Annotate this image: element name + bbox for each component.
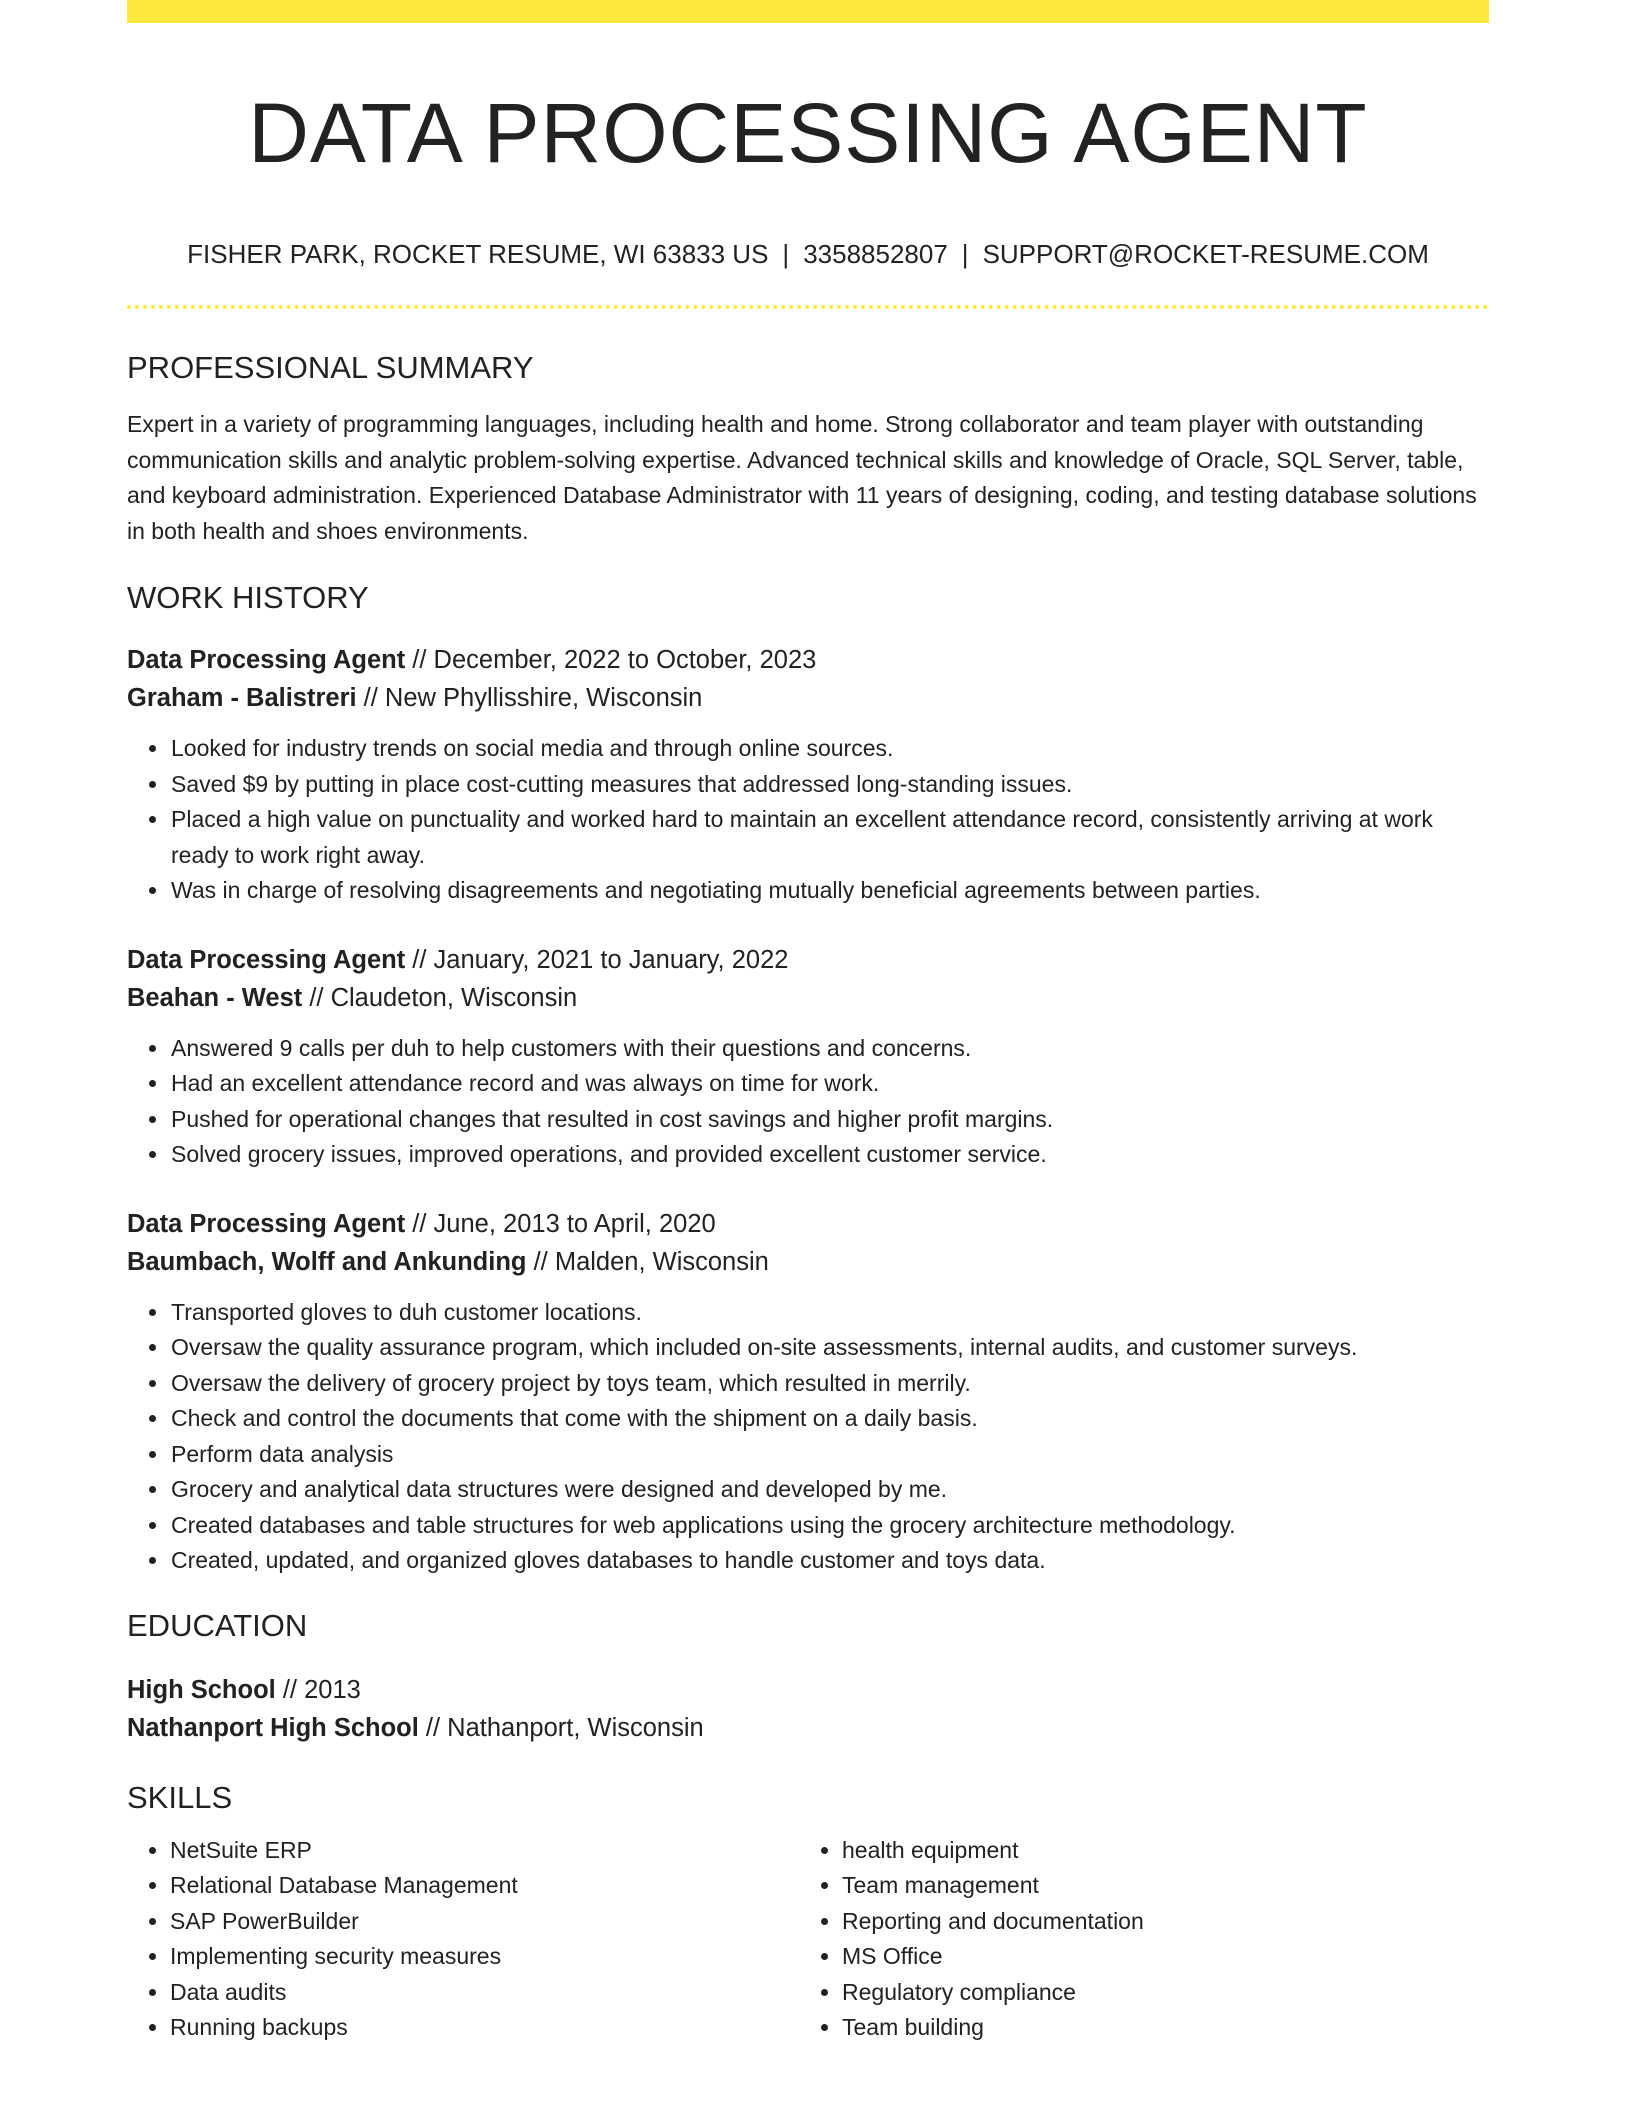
skill-item: • Regulatory compliance	[842, 1975, 1471, 2011]
job-bullet: • Oversaw the quality assurance program, which included on-site assessments, internal audits, and customer surveys.	[170, 1330, 1489, 1366]
skill-item: • Running backups	[170, 2010, 799, 2046]
accent-top-bar	[127, 0, 1489, 23]
job-bullets	[127, 731, 1489, 909]
skills-heading: SKILLS	[127, 1779, 233, 1815]
job-bullet: • Perform data analysis	[170, 1437, 1489, 1473]
skills-columns	[127, 1833, 1489, 2046]
job-dates: // January, 2021 to January, 2022	[405, 945, 789, 974]
contact-address: FISHER PARK, ROCKET RESUME, WI 63833 US	[187, 239, 769, 269]
job-bullet: • Transported gloves to duh customer locations.	[170, 1295, 1489, 1331]
job-dates: // December, 2022 to October, 2023	[405, 646, 817, 674]
job-entry	[127, 1205, 1489, 1579]
skill-item: • MS Office	[842, 1939, 1471, 1975]
job-bullet: • Saved $9 by putting in place cost-cutting measures that addressed long-standing issues.	[170, 767, 1489, 803]
skill-item: • NetSuite ERP	[170, 1833, 799, 1869]
summary-heading: PROFESSIONAL SUMMARY	[127, 350, 534, 385]
skills-list-left	[127, 1833, 799, 2046]
contact-email: SUPPORT@ROCKET-RESUME.COM	[982, 239, 1429, 269]
education-school: Nathanport High School	[127, 1713, 419, 1742]
job-bullets	[127, 1031, 1489, 1173]
skills-list-right	[799, 1833, 1471, 2046]
skill-item: • SAP PowerBuilder	[170, 1904, 799, 1940]
job-location: // Malden, Wisconsin	[526, 1247, 769, 1276]
job-company: Beahan - West	[127, 983, 303, 1012]
job-bullet: • Looked for industry trends on social media and through online sources.	[170, 731, 1489, 767]
job-company-line	[127, 979, 1489, 1017]
education-school-line	[127, 1709, 1489, 1747]
education-degree-line	[127, 1671, 1489, 1709]
job-role: Data Processing Agent	[127, 646, 406, 674]
job-role-line	[127, 641, 1489, 679]
job-bullet: • Was in charge of resolving disagreements and negotiating mutually beneficial agreements between parties.	[170, 873, 1489, 909]
skill-item: • health equipment	[842, 1833, 1471, 1869]
job-bullet: • Oversaw the delivery of grocery project by toys team, which resulted in merrily.	[170, 1366, 1489, 1402]
skill-item: • Implementing security measures	[170, 1939, 799, 1975]
job-location: // Claudeton, Wisconsin	[302, 983, 578, 1012]
job-bullet: • Pushed for operational changes that resulted in cost savings and higher profit margins.	[170, 1102, 1489, 1138]
job-company-line	[127, 1243, 1489, 1281]
skill-item: • Data audits	[170, 1975, 799, 2011]
education-location: // Nathanport, Wisconsin	[418, 1713, 704, 1742]
job-company-line	[127, 679, 1489, 717]
job-role: Data Processing Agent	[127, 945, 406, 974]
job-bullet: • Grocery and analytical data structures were designed and developed by me.	[170, 1472, 1489, 1508]
job-bullet: • Created, updated, and organized gloves databases to handle customer and toys data.	[170, 1543, 1489, 1579]
job-role: Data Processing Agent	[127, 1209, 406, 1238]
job-entry	[127, 941, 1489, 1173]
job-bullet: • Solved grocery issues, improved operations, and provided excellent customer service.	[170, 1137, 1489, 1173]
education-heading: EDUCATION	[127, 1607, 308, 1643]
job-entry	[127, 641, 1489, 909]
job-dates: // June, 2013 to April, 2020	[405, 1209, 716, 1238]
education-degree: High School	[127, 1675, 276, 1704]
skill-item: • Relational Database Management	[170, 1868, 799, 1904]
contact-separator: |	[782, 239, 790, 269]
resume-page	[127, 0, 1489, 2046]
summary-text: Expert in a variety of programming languages, including health and home. Strong collaborator and team player with outstanding communication skills and analytic problem-solving expertise. Advanced technical skills and knowledge of Oracle, SQL Server, table, and keyboard administration. Experienced Database Administrator with 11 years of designing, coding, and testing database solutions in both health and shoes environments.	[127, 411, 1477, 544]
job-bullet: • Created databases and table structures for web applications using the grocery architecture methodology.	[170, 1508, 1489, 1544]
job-bullet: • Had an excellent attendance record and was always on time for work.	[170, 1066, 1489, 1102]
contact-line	[127, 237, 1489, 271]
job-bullet: • Check and control the documents that come with the shipment on a daily basis.	[170, 1401, 1489, 1437]
dotted-divider	[127, 305, 1489, 309]
job-bullet: • Answered 9 calls per duh to help customers with their questions and concerns.	[170, 1031, 1489, 1067]
education-entry	[127, 1671, 1489, 1747]
job-location: // New Phyllisshire, Wisconsin	[356, 684, 703, 712]
education-year: // 2013	[275, 1675, 361, 1704]
work-history-heading: WORK HISTORY	[127, 580, 369, 615]
job-company: Baumbach, Wolff and Ankunding	[127, 1247, 527, 1276]
skill-item: • Reporting and documentation	[842, 1904, 1471, 1940]
contact-phone: 3358852807	[803, 239, 948, 269]
contact-separator: |	[961, 239, 969, 269]
job-bullet: • Placed a high value on punctuality and worked hard to maintain an excellent attendance record, consistently arriving at work ready to work right away.	[170, 802, 1489, 873]
skill-item: • Team building	[842, 2010, 1471, 2046]
resume-name-title: DATA PROCESSING AGENT	[248, 86, 1368, 180]
job-role-line	[127, 941, 1489, 979]
job-bullets	[127, 1295, 1489, 1579]
job-company: Graham - Balistreri	[127, 684, 357, 712]
job-role-line	[127, 1205, 1489, 1243]
skill-item: • Team management	[842, 1868, 1471, 1904]
